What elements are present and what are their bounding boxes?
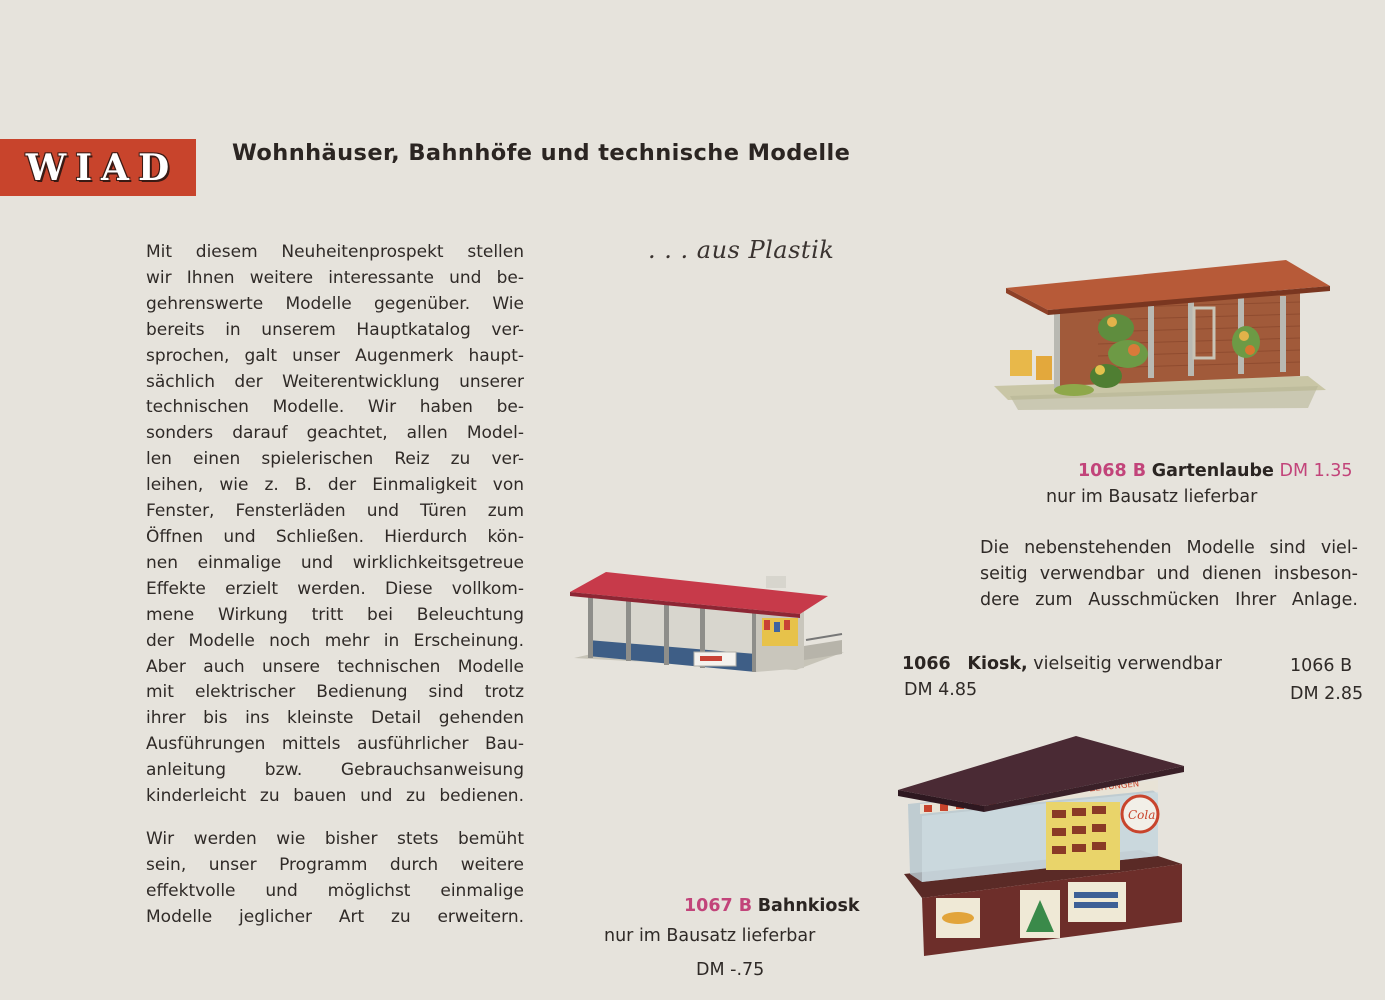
text-line: anleitung bzw. Gebrauchsanweisung [146, 760, 524, 781]
text-line: mit elektrischer Bedienung sind trotz [146, 682, 524, 703]
text-line: gehrenswerte Modelle gegenüber. Wie [146, 293, 524, 314]
kiosk-kit-code: 1066 B [1290, 656, 1353, 676]
product-description: vielseitig verwendbar [1033, 654, 1222, 674]
gartenlaube-note: nur im Bausatz lieferbar [1046, 487, 1258, 507]
logo-text: WIAD [25, 146, 179, 189]
text-line: sprochen, galt unser Augenmerk haupt- [146, 345, 524, 366]
page-title: Wohnhäuser, Bahnhöfe und technische Modelle [232, 140, 851, 166]
kiosk-caption [902, 654, 1222, 674]
kiosk-kit-price: DM 2.85 [1290, 684, 1364, 704]
text-line: Modelle jeglicher Art zu erweitern. [146, 906, 524, 927]
text-line: sonders darauf geachtet, allen Model- [146, 423, 524, 444]
text-line: Aber auch unsere technischen Modelle [146, 656, 524, 677]
text-line: wir Ihnen weitere interessante und be- [146, 267, 524, 288]
text-line: Effekte erzielt werden. Diese vollkom- [146, 578, 524, 599]
text-line: seitig verwendbar und dienen insbeson- [980, 563, 1358, 584]
product-code: 1068 B [1078, 461, 1147, 481]
text-line: technischen Modelle. Wir haben be- [146, 397, 524, 418]
text-line: len einen spielerischen Reiz zu ver- [146, 449, 524, 470]
text-line: Fenster, Fensterläden und Türen zum [146, 501, 524, 522]
gartenlaube-model-image [988, 258, 1333, 418]
product-name: Gartenlaube [1151, 461, 1274, 481]
product-name: Kiosk, [967, 654, 1028, 674]
text-line: sächlich der Weiterentwicklung unserer [146, 371, 524, 392]
text-line: nen einmalige und wirklichkeitsgetreue [146, 552, 524, 573]
text-line: Die nebenstehenden Modelle sind viel- [980, 538, 1358, 558]
text-line: leihen, wie z. B. der Einmaligkeit von [146, 475, 524, 496]
text-line: sein, unser Programm durch weitere [146, 854, 524, 875]
intro-paragraph [146, 240, 524, 810]
text-line: Wir werden wie bisher stets bemüht [146, 829, 524, 849]
bahnkiosk-note: nur im Bausatz lieferbar [604, 926, 816, 946]
section-subtitle: . . . aus Plastik [648, 236, 835, 264]
bahnkiosk-caption [684, 896, 860, 916]
text-line: Mit diesem Neuheitenprospekt stellen [146, 242, 524, 262]
text-line: der Modelle noch mehr in Erscheinung. [146, 630, 524, 651]
wiad-logo [0, 139, 196, 196]
product-code: 1067 B [684, 896, 753, 916]
text-line: ihrer bis ins kleinste Detail gehenden [146, 708, 524, 729]
text-line: dere zum Ausschmücken Ihrer Anlage. [980, 589, 1358, 610]
text-line: kinderleicht zu bauen und zu bedienen. [146, 786, 524, 807]
cola-sign-text: Cola [1128, 808, 1156, 822]
product-name: Bahnkiosk [757, 896, 860, 916]
gartenlaube-caption [1078, 461, 1353, 481]
closing-paragraph [146, 827, 524, 931]
kiosk-price: DM 4.85 [904, 680, 978, 700]
side-note [980, 536, 1358, 614]
text-line: bereits in unserem Hauptkatalog ver- [146, 319, 524, 340]
text-line: mene Wirkung tritt bei Beleuchtung [146, 604, 524, 625]
product-price: DM 1.35 [1279, 461, 1353, 481]
bahnkiosk-model-image [566, 570, 850, 690]
text-line: Öffnen und Schließen. Hierdurch kön- [146, 526, 524, 547]
product-code: 1066 [902, 654, 951, 674]
text-line: Ausführungen mittels ausführlicher Bau- [146, 734, 524, 755]
text-line: effektvolle und möglichst einmalige [146, 880, 524, 901]
kiosk-model-image [896, 732, 1186, 958]
bahnkiosk-price: DM -.75 [696, 960, 765, 980]
